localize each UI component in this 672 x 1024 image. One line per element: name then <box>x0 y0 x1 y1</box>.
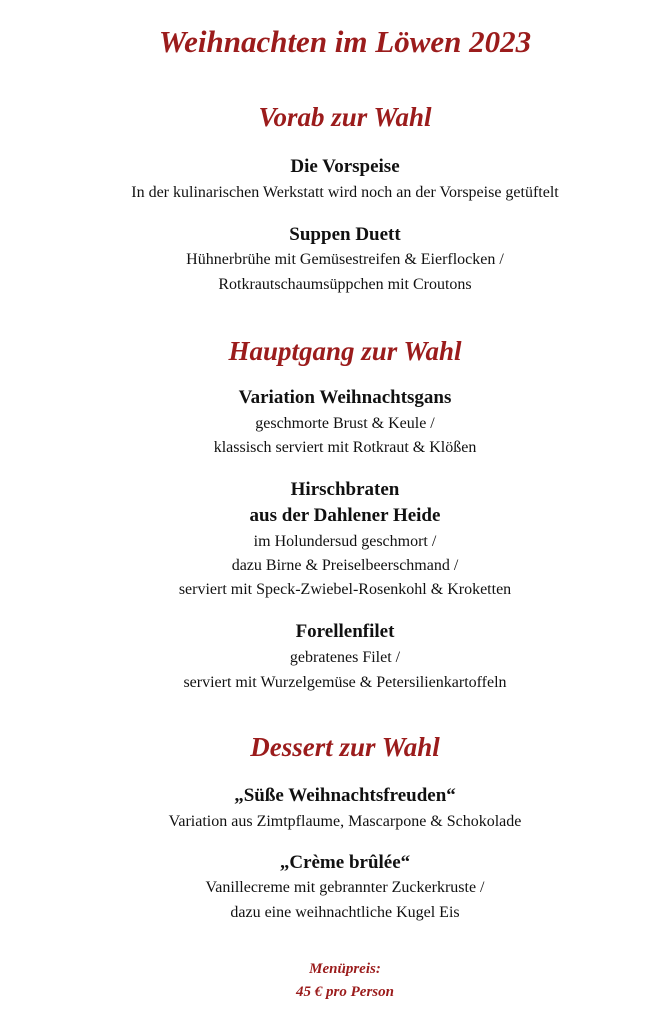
dish-name: Forellenfilet <box>295 621 395 642</box>
dish-description: klassisch serviert mit Rotkraut & Klößen <box>213 439 477 456</box>
price-label: Menüpreis: <box>309 961 381 977</box>
dish-description: Hühnerbrühe mit Gemüsestreifen & Eierflocken / <box>186 251 504 268</box>
dish-description: In der kulinarischen Werkstatt wird noch an der Vorspeise getüftelt <box>131 184 559 201</box>
dish-description: serviert mit Wurzelgemüse & Petersilienkartoffeln <box>183 674 507 691</box>
dish-description: gebratenes Filet / <box>289 649 401 666</box>
dish-description: Variation aus Zimtpflaume, Mascarpone & Schokolade <box>168 813 522 830</box>
dish-description: im Holundersud geschmort / <box>253 533 437 550</box>
dish-description: Vanillecreme mit gebrannter Zuckerkruste / <box>205 879 485 896</box>
dish-name: Die Vorspeise <box>290 156 400 177</box>
dish-name: Variation Weihnachtsgans <box>238 387 452 408</box>
dish-description: dazu eine weihnachtliche Kugel Eis <box>230 904 460 921</box>
dish-name: „Süße Weihnachtsfreuden“ <box>234 785 456 806</box>
dish-description: serviert mit Speck-Zwiebel-Rosenkohl & Kroketten <box>178 581 512 598</box>
dish-description: geschmorte Brust & Keule / <box>255 415 435 432</box>
dish-name: Suppen Duett <box>289 224 401 245</box>
price-value: 45 € pro Person <box>296 984 394 1000</box>
dish-name: aus der Dahlener Heide <box>249 505 441 526</box>
section-heading-starters: Vorab zur Wahl <box>258 102 432 132</box>
section-heading-dessert: Dessert zur Wahl <box>250 732 440 762</box>
dish-description: Rotkrautschaumsüppchen mit Croutons <box>218 276 472 293</box>
dish-name: „Crème brûlée“ <box>279 852 411 873</box>
dish-name: Hirschbraten <box>290 479 400 500</box>
menu-title: Weihnachten im Löwen 2023 <box>158 24 532 59</box>
section-heading-main-course: Hauptgang zur Wahl <box>228 336 462 366</box>
dish-description: dazu Birne & Preiselbeerschmand / <box>231 557 459 574</box>
